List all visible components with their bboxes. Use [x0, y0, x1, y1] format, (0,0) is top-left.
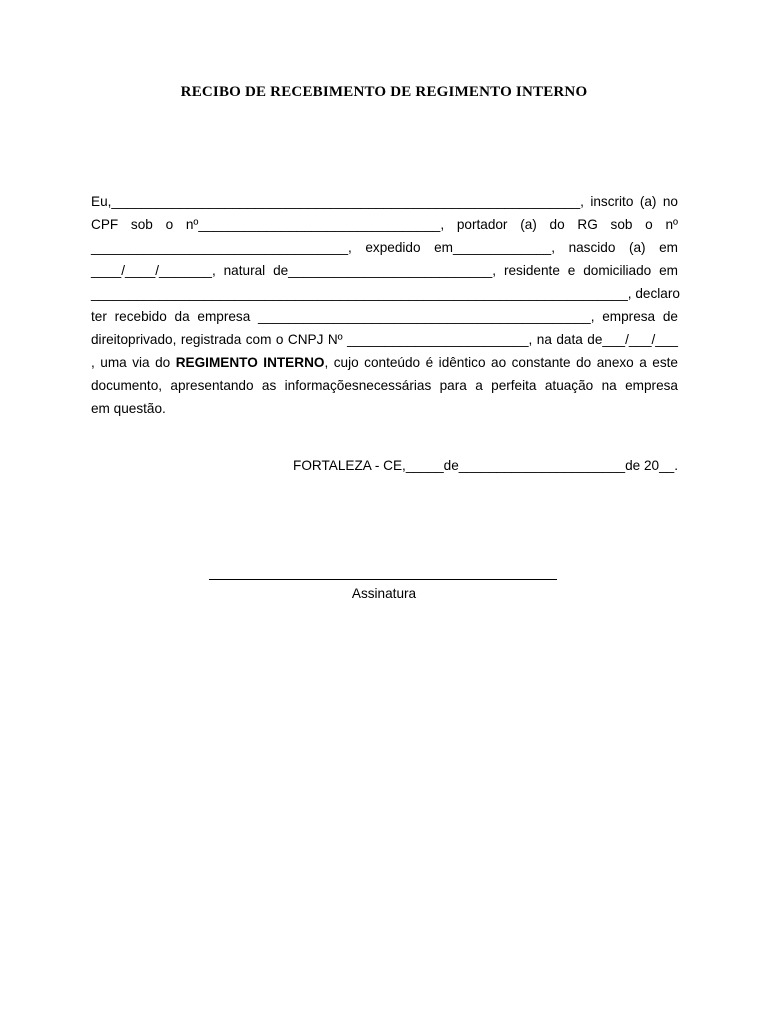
declaration-line-regiment [91, 351, 678, 374]
regiment-suffix-text: , cujo conteúdo é idêntico ao constante do anexo a este [324, 355, 678, 370]
declaration-line-company: ter recebido da empresa ____________________________________________, empresa de [91, 309, 678, 324]
document-title: RECIBO DE RECEBIMENTO DE REGIMENTO INTERNO [180, 84, 588, 100]
declaration-line-name: Eu,______________________________________________________________, inscrito (a) no [91, 194, 678, 209]
declaration-line-document: documento, apresentando as informaçõesnecessárias para a perfeita atuação na empresa [91, 378, 678, 393]
signature-rule [209, 579, 557, 580]
declaration-line-cnpj: direitoprivado, registrada com o CNPJ Nº ________________________, na data de___/___/___ [91, 332, 678, 347]
regiment-prefix-text: , uma via do [91, 355, 176, 370]
declaration-line-address: _______________________________________________________________________, declaro [91, 286, 680, 301]
declaration-line-birth: ____/____/_______, natural de___________________________, residente e domiciliado em [91, 263, 678, 278]
declaration-line-end: em questão. [91, 401, 166, 416]
declaration-line-rg: __________________________________, expedido em_____________, nascido (a) em [91, 240, 678, 255]
declaration-line-cpf: CPF sob o nº________________________________, portador (a) do RG sob o nº [91, 217, 678, 232]
signature-label: Assinatura [351, 586, 417, 601]
place-date-line: FORTALEZA - CE,_____de______________________de 20__. [293, 458, 678, 473]
declaration-paragraph [91, 190, 678, 420]
regiment-bold-text: REGIMENTO INTERNO [175, 355, 325, 370]
